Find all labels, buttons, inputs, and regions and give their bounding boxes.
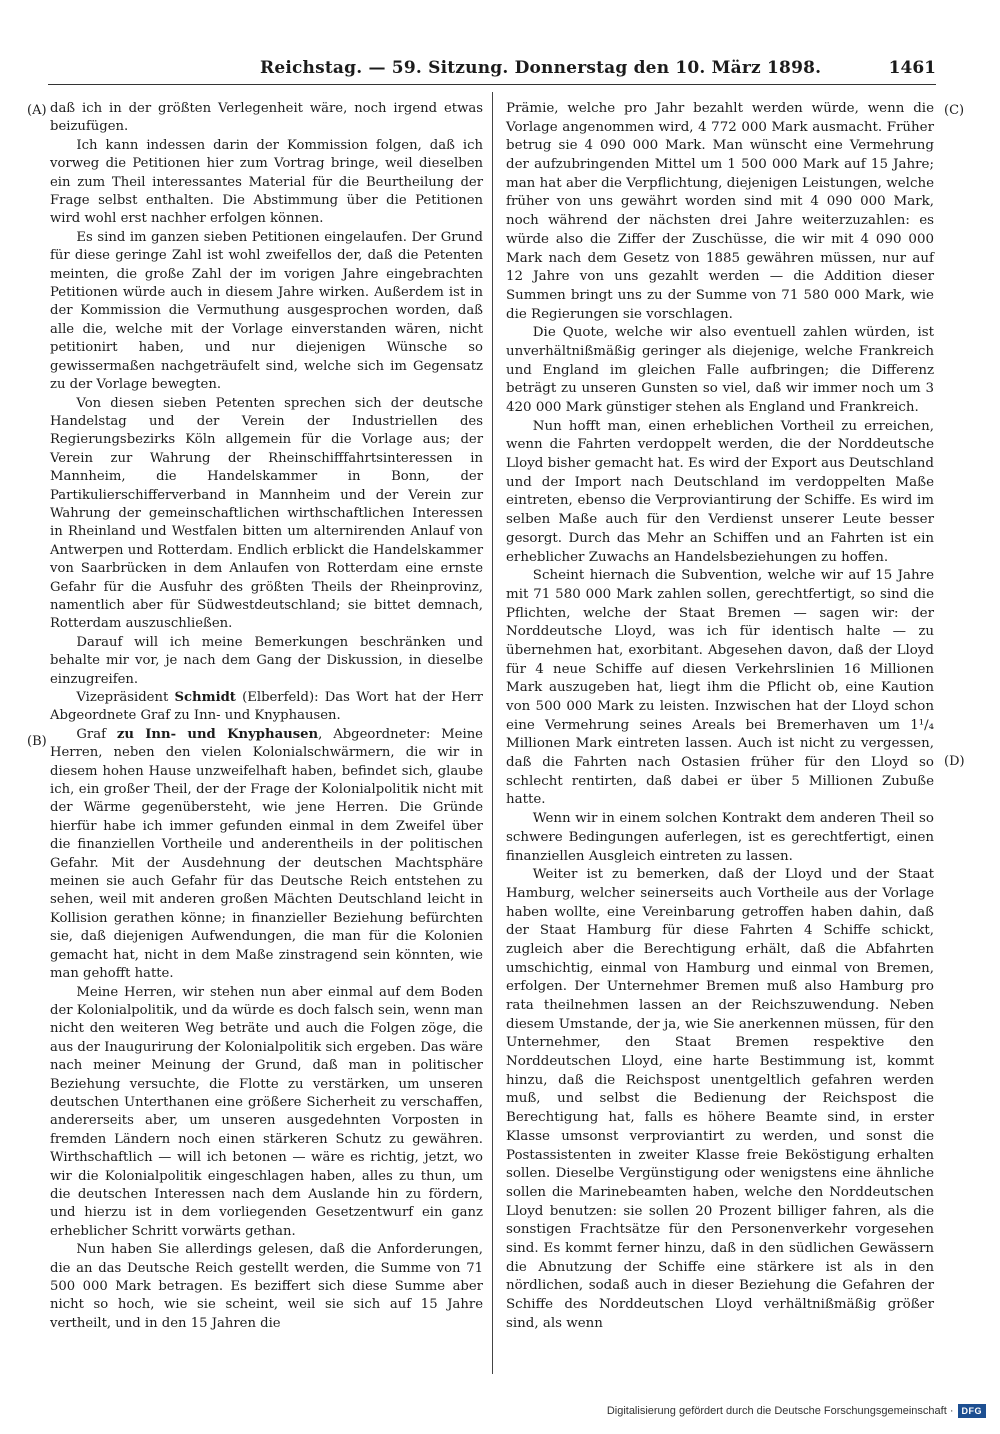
paragraph: Die Quote, welche wir also eventuell zahlen würden, ist unverhältnißmäßig geringer als diejenige, welche Frankreich und England im gleichen Falle aufbringen; die Differenz beträgt zu unseren Gunsten so viel, daß wir immer noch um 3 420 000 Mark günstiger stehen als England und Frankreich. [506,325,934,415]
speaker-name: Schmidt [174,690,236,705]
running-title: Reichstag. — 59. Sitzung. Donnerstag den 10. März 1898. [260,58,822,78]
margin-marker-b: (B) [27,734,47,749]
footer-text: Digitalisierung gefördert durch die Deutsche Forschungsgemeinschaft · [606,1405,954,1417]
paragraph: Darauf will ich meine Bemerkungen beschränken und behalte mir vor, je nach dem Gang der Diskussion, in dieselbe einzugreifen. [50,634,483,687]
header-rule [48,84,936,85]
right-column [506,100,934,1333]
margin-marker-d: (D) [944,754,965,769]
page-number: 1461 [888,58,936,78]
margin-marker-a: (A) [27,103,47,118]
paragraph: Von diesen sieben Petenten sprechen sich der deutsche Handelstag und der Verein der Industriellen des Regierungsbezirks Köln allgemein für die Vorlage aus; der Verein zur Wahrung der Rheinschifffahrtsinteressen in Mannheim, die Handelskammer in Bonn, der Partikulierschifferverband in Mannheim und der Verein zur Wahrung der gemeinschaftlichen wirthschaftlichen Interessen in Rheinland und Westfalen bitten um alternirenden Anlauf von Antwerpen und Rotterdam. Endlich erblickt die Handelskammer von Saarbrücken in dem Anlaufen von Rotterdam eine ernste Gefahr für die Ausfuhr des größten Theils der Rheinprovinz, namentlich aber für Südwestdeutschland; sie bittet demnach, Rotterdam auszuschließen. [50,395,483,632]
paragraph: Scheint hiernach die Subvention, welche wir auf 15 Jahre mit 71 580 000 Mark zahlen sollen, gerechtfertigt, so sind die Pflichten, welche der Staat Bremen — sagen wir: der Norddeutsche Lloyd, was ich für identisch halte — zu übernehmen hat, exorbitant. Abgesehen davon, daß der Lloyd für 4 neue Schiffe auf diesen Verkehrslinien 16 Millionen Mark auszugeben hat, liegt ihm die Pflicht ob, eine Kaution von 500 000 Mark zu leisten. Inzwischen hat der Lloyd schon eine Vermehrung seines Areals bei Bremerhaven um 1¹/₄ Millionen Mark eintreten lassen. Auch ist nicht zu vergessen, daß die Fahrten nach Ostasien früher für den Lloyd so schlecht rentirten, daß dabei er über 5 Millionen Zubuße hatte. [506,568,934,808]
column-divider [492,92,493,1374]
paragraph: Es sind im ganzen sieben Petitionen eingelaufen. Der Grund für diese geringe Zahl ist wohl zweifellos der, daß die Petenten meinten, die große Zahl der im vorigen Jahre eingebrachten Petitionen würde auch in diesem Jahre wirken. Außerdem ist in der Kommission die Vermuthung ausgesprochen worden, daß alle die, welche mit der Vorlage einverstanden wären, nicht petitionirt haben, und nur diejenigen Wünsche so gewissermaßen nachgeträufelt sind, welche sich im Gegensatz zu der Vorlage bewegten. [50,229,483,393]
paragraph: Wenn wir in einem solchen Kontrakt dem anderen Theil so schwere Bedingungen auferlegen, ist es gerechtfertigt, einen finanziellen Ausgleich eintreten zu lassen. [506,811,934,864]
paragraph: Meine Herren, wir stehen nun aber einmal auf dem Boden der Kolonialpolitik, und da würde es doch falsch sein, wenn man nicht den weiteren Weg beträte und auch die Folgen zöge, die aus der Inaugurirung der Kolonialpolitik sich ergeben. Das wäre nach meiner Meinung der Grund, daß man in politischer Beziehung versuchte, die Flotte zu verstärken, um unseren deutschen Unterthanen eine größere Sicherheit zu verschaffen, andererseits aber, um unseren ausgedehnten Vorposten in fremden Ländern noch einen stärkeren Schutz zu gewähren. Wirthschaftlich — will ich betonen — wäre es richtig, jetzt, wo wir die Kolonialpolitik eingeschlagen haben, alles zu thun, um die deutschen Interessen nach dem Auslande hin zu fördern, und hierzu ist in dem vorliegenden Gesetzentwurf ein ganz erheblicher Schritt vorwärts gethan. [50,984,483,1239]
paragraph: Nun hofft man, einen erheblichen Vortheil zu erreichen, wenn die Fahrten verdoppelt werden, die der Norddeutsche Lloyd bisher gemacht hat. Es wird der Export aus Deutschland und der Import nach Deutschland im verdoppelten Maße eintreten, ebenso die Verproviantirung der Schiffe. Es wird im selben Maße auch für den Verdienst unserer Leute besser gesorgt. Durch das Mehr an Schiffen und an Fahrten ist ein erheblicher Zuwachs an Handelsbeziehungen zu hoffen. [506,418,934,565]
speaker-text: , Abgeordneter: Meine Herren, neben den vielen Kolonialschwärmern, die wir in diesem hohen Hause unzweifelhaft haben, befindet sich, glaube ich, ein großer Theil, der der Frage der Kolonialpolitik nicht mit der Wärme gegenübersteht, wie jene Herren. Die Gründe hierfür habe ich immer gefunden einmal in dem Zweifel über die finanziellen Vortheile und anderentheils in der politischen Gefahr. Mit der Ausdehnung der deutschen Machtsphäre meinen sie auch Gefahr für das Deutsche Reich entstehen zu sehen, weil mit anderen großen Mächten Deutschland leicht in Kollision gerathen könne; in finanzieller Beziehung befürchten sie, daß diejenigen Aufwendungen, die man für die Kolonien gemacht hat, nicht in dem Maße zinstragend sein könnten, wie man gehofft hatte. [50,726,483,982]
paragraph: Ich kann indessen darin der Kommission folgen, daß ich vorweg die Petitionen hier zum Vortrag bringe, weil dieselben ein zum Theil interessantes Material für die Beurtheilung der Frage selbst enthalten. Die Abstimmung über die Petitionen wird wohl erst nachher erfolgen können. [50,137,483,227]
paragraph: Nun haben Sie allerdings gelesen, daß die Anforderungen, die an das Deutsche Reich gestellt werden, die Summe von 71 500 000 Mark betragen. Es beziffert sich diese Summe aber nicht so hoch, wie sie scheint, weil sie sich auf 15 Jahre vertheilt, und in den 15 Jahren die [50,1242,483,1331]
speaker-text: (Elberfeld): Das Wort hat der Herr Abgeordnete Graf zu Inn- und Knyphausen. [50,690,483,724]
speaker-name: zu Inn- und Knyphausen [116,726,319,742]
speaker-title: Graf [76,726,117,742]
speaker-paragraph [50,689,483,726]
speaker-paragraph [50,726,483,984]
paragraph: daß ich in der größten Verlegenheit wäre, noch irgend etwas beizufügen. [50,101,483,135]
funding-footer [607,1404,986,1418]
speaker-role: Vizepräsident [76,690,175,705]
page-header [48,50,936,86]
paragraph: Prämie, welche pro Jahr bezahlt werden würde, wenn die Vorlage angenommen wird, 4 772 000 Mark ausmacht. Früher betrug sie 4 090 000 Mark. Man wünscht eine Vermehrung der aufzubringenden Mittel um 1 500 000 Mark auf 15 Jahre; man hat aber die Verpflichtung, diejenigen Leistungen, welche früher von uns gewährt worden sind mit 4 090 000 Mark, noch während der nächsten drei Jahre weiterzuzahlen: es würde also die Ziffer der Zuschüsse, die wir mit 4 090 000 Mark nach dem Gesetz von 1885 gewähren müssen, nur auf 12 Jahre von uns gezahlt werden — die Addition dieser Summen bringt uns zu der Summe von 71 580 000 Mark, wie die Regierungen sie vorschlagen. [506,101,934,322]
paragraph: Weiter ist zu bemerken, daß der Lloyd und der Staat Hamburg, welcher seinerseits auch Vortheile aus der Vorlage haben wollte, eine Vereinbarung getroffen haben dahin, daß der Staat Hamburg für diese Fahrten 4 Schiffe schickt, zugleich aber die Berechtigung erhält, daß die Abfahrten umschichtig, einmal von Hamburg und einmal von Bremen, erfolgen. Der Unternehmer Bremen muß also Hamburg pro rata theilnehmen lassen an der Reichszuwendung. Neben diesem Umstande, der ja, wie Sie anerkennen müssen, für den Unternehmer, den Staat Bremen respektive den Norddeutschen Lloyd, eine harte Bestimmung ist, kommt hinzu, daß die Reichspost unentgeltlich gefahren werden muß, und selbst die Bedienung der Reichspost die Berechtigung hat, falls es höhere Beamte sind, in erster Klasse umsonst verproviantirt zu werden, und sonst die Postassistenten in zweiter Klasse freie Beköstigung erhalten sollen. Dieselbe Vergünstigung oder wenigstens eine ähnliche sollen die Marinebeamten haben, welche den Norddeutschen Lloyd benutzen: sie sollen 20 Prozent billiger fahren, als die sonstigen Frachtsätze für den Personenverkehr vorgesehen sind. Es kommt ferner hinzu, daß in den südlichen Gewässern die Abnutzung der Schiffe eine stärkere ist als in den nördlichen, sodaß auch in dieser Beziehung die Gefahren der Schiffe des Norddeutschen Lloyd verhältnißmäßig größer sind, als wenn [506,867,934,1331]
margin-marker-c: (C) [944,103,965,118]
left-column [50,100,483,1333]
dfg-logo: DFG [958,1404,987,1418]
